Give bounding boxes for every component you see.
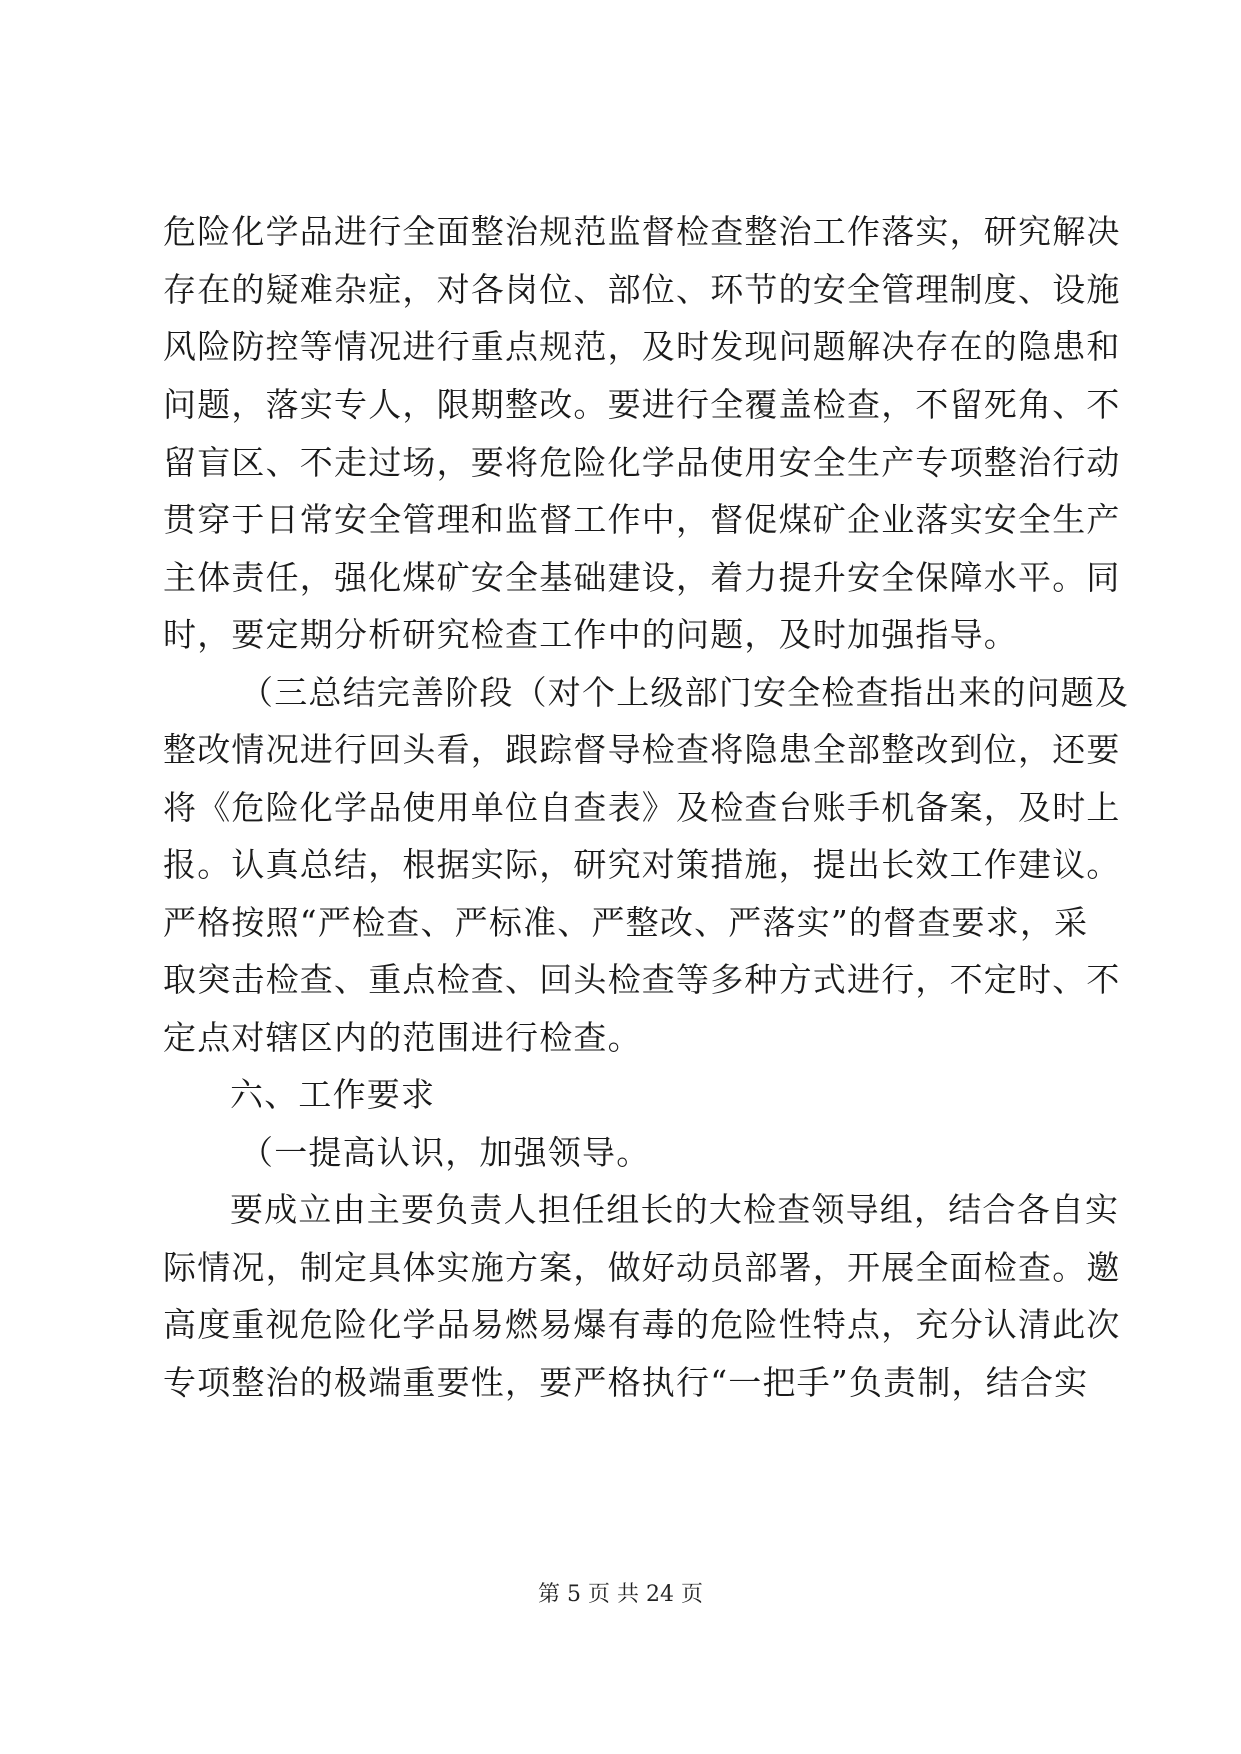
body-line-4: 问题，落实专人，限期整改。要进行全覆盖检查，不留死角、不 <box>163 385 1121 424</box>
body-line-14: 取突击检查、重点检查、回头检查等多种方式进行，不定时、不 <box>163 960 1121 999</box>
body-line-20: 高度重视危险化学品易燃易爆有毒的危险性特点，充分认清此次 <box>163 1305 1121 1344</box>
body-line-6: 贯穿于日常安全管理和监督工作中，督促煤矿企业落实安全生产 <box>163 500 1121 539</box>
body-line-1: 危险化学品进行全面整治规范监督检查整治工作落实，研究解决 <box>163 212 1121 251</box>
body-line-5: 留盲区、不走过场，要将危险化学品使用安全生产专项整治行动 <box>163 443 1121 482</box>
body-line-8: 时，要定期分析研究检查工作中的问题，及时加强指导。 <box>163 615 1018 654</box>
body-line-19: 际情况，制定具体实施方案，做好动员部署，开展全面检查。邀 <box>163 1248 1121 1287</box>
body-line-21: 专项整治的极端重要性，要严格执行“一把手”负责制，结合实 <box>163 1363 1089 1402</box>
body-line-18: 要成立由主要负责人担任组长的大检查领导组，结合各自实 <box>230 1190 1120 1229</box>
body-line-2: 存在的疑难杂症，对各岗位、部位、环节的安全管理制度、设施 <box>163 270 1121 309</box>
body-line-12: 报。认真总结，根据实际，研究对策措施，提出长效工作建议。 <box>163 845 1121 884</box>
subsection-heading: （一提高认识，加强领导。 <box>240 1133 651 1172</box>
body-line-3: 风险防控等情况进行重点规范，及时发现问题解决存在的隐患和 <box>163 327 1121 366</box>
body-line-10: 整改情况进行回头看，跟踪督导检查将隐患全部整改到位，还要 <box>163 730 1121 769</box>
body-line-9: （三总结完善阶段（对个上级部门安全检查指出来的问题及 <box>240 673 1130 712</box>
body-line-11: 将《危险化学品使用单位自查表》及检查台账手机备案，及时上 <box>163 788 1121 827</box>
body-line-13: 严格按照“严检查、严标准、严整改、严落实”的督查要求，采 <box>163 903 1089 942</box>
section-heading: 六、工作要求 <box>230 1075 436 1114</box>
body-line-7: 主体责任，强化煤矿安全基础建设，着力提升安全保障水平。同 <box>163 558 1121 597</box>
page-footer: 第 5 页 共 24 页 <box>538 1582 703 1607</box>
body-line-15: 定点对辖区内的范围进行检查。 <box>163 1018 642 1057</box>
